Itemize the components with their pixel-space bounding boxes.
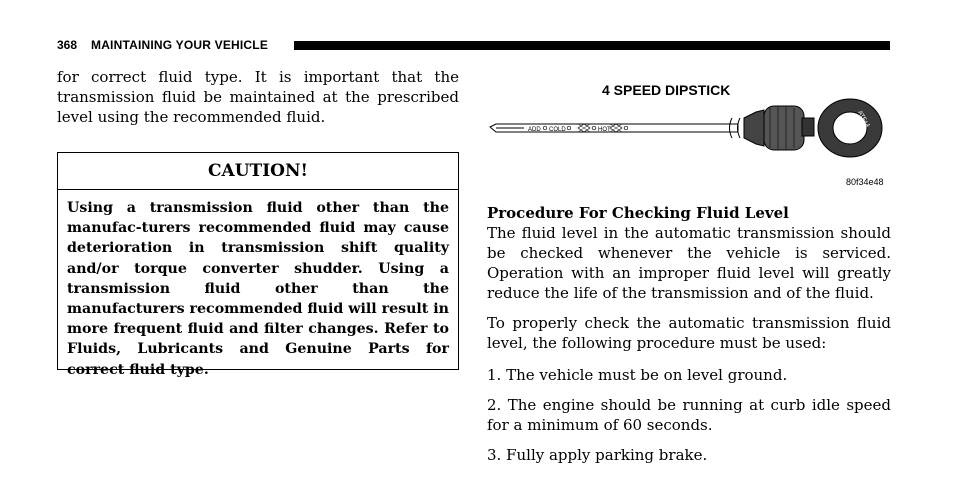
procedure-paragraph-2: To properly check the automatic transmission fluid level, the following procedure must be used: [487,314,891,352]
procedure-heading: Procedure For Checking Fluid Level [487,204,789,222]
section-title: MAINTAINING YOUR VEHICLE [91,38,269,52]
step-3: 3. Fully apply parking brake. [487,446,708,464]
header-rule [294,41,890,50]
hot-mark: HOT [598,127,611,133]
caution-title: CAUTION! [58,153,458,190]
left-column [57,67,459,127]
figure-code: 80f34e48 [846,177,884,187]
caution-body: Using a transmission fluid other than the manufac-turers recommended fluid may cause deterioration in transmission shift quality and/or torque converter shudder. Using a transmission fluid other than the manufacturers recommended fluid will result in more frequent fluid and filter changes. Refer to Fluids, Lubricants and Genuine Parts for correct fluid type. [67,200,449,378]
dipstick-figure [488,98,888,168]
figure-title: 4 SPEED DIPSTICK [602,82,731,98]
caution-box [57,152,459,378]
add-mark: ADD [528,127,541,133]
step-2: 2. The engine should be running at curb idle speed for a minimum of 60 seconds. [487,396,891,434]
page-header [57,37,890,53]
dipstick-illustration [488,98,888,168]
intro-paragraph: for correct fluid type. It is important that the transmission fluid be maintained at the prescribed level using the recommended fluid. [57,68,459,126]
cold-mark: COLD [549,127,566,133]
step-1: 1. The vehicle must be on level ground. [487,366,788,384]
page-number: 368 [57,38,78,52]
ring-text: ATF+4 [856,110,871,129]
procedure-paragraph-1: The fluid level in the automatic transmission should be checked whenever the vehicle is serviced. Operation with an improper fluid level will greatly reduce the life of the transmission and of the fluid. [487,224,891,302]
